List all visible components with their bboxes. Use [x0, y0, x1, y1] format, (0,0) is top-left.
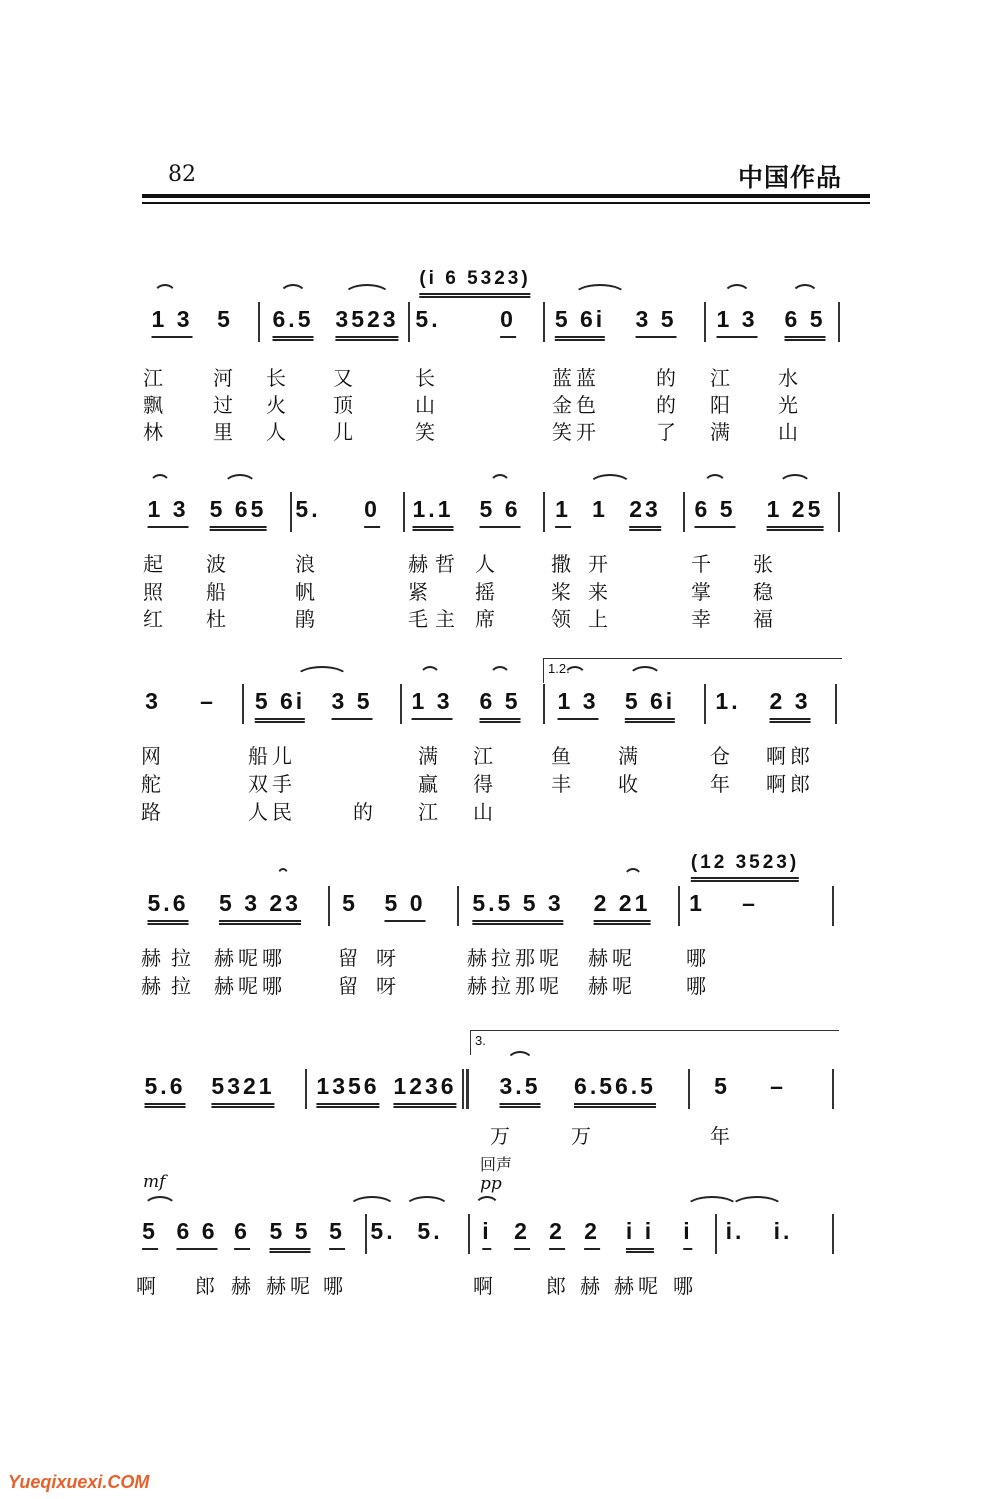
- lyric-syllable: 江: [473, 744, 497, 768]
- barline: [683, 492, 685, 532]
- note: 0: [500, 306, 516, 338]
- note: 6.5: [273, 306, 314, 341]
- lyric-syllable: 主: [435, 607, 459, 631]
- barline: [328, 886, 330, 926]
- double-barline: [466, 1069, 469, 1109]
- lyric-syllable: 哲: [435, 552, 459, 576]
- note: 5: [142, 1218, 158, 1250]
- note: 5.: [417, 1218, 443, 1244]
- note: 1 3: [558, 688, 599, 720]
- note: 1.: [715, 688, 741, 714]
- note: 1 3: [148, 496, 189, 528]
- lyric-syllable: 万: [490, 1124, 514, 1148]
- lyric-syllable: 赫呢: [266, 1274, 314, 1298]
- lyric-syllable: 飘: [143, 393, 167, 417]
- lyric-syllable: 撒: [551, 552, 575, 576]
- lyric-syllable: 万: [571, 1124, 595, 1148]
- note: 5.: [415, 306, 441, 332]
- watermark: Yueqixuexi.COM: [8, 1472, 150, 1492]
- barline: [305, 1069, 307, 1109]
- note: 3523: [335, 306, 398, 341]
- interlude-phrase: (i 6 5323): [419, 268, 530, 298]
- lyric-syllable: 赫呢: [614, 1274, 662, 1298]
- lyric-syllable: 赫: [141, 946, 165, 970]
- note: 3.5: [500, 1073, 541, 1108]
- lyric-syllable: 郎: [546, 1274, 570, 1298]
- slur: [279, 284, 307, 296]
- lyric-syllable: 满: [710, 420, 734, 444]
- slur: [404, 1196, 450, 1208]
- note: 1.1: [413, 496, 454, 531]
- lyric-syllable: 的: [656, 393, 680, 417]
- note: 6.56.5: [574, 1073, 656, 1108]
- note: i i: [626, 1218, 654, 1253]
- lyric-syllable: 山: [473, 800, 497, 824]
- note: 5.: [370, 1218, 396, 1244]
- lyric-syllable: 路: [141, 800, 165, 824]
- lyric-syllable: 赫: [141, 974, 165, 998]
- slur: [276, 868, 290, 880]
- lyric-syllable: 蓝蓝: [552, 366, 600, 390]
- lyric-syllable: 来: [588, 580, 612, 604]
- lyric-syllable: 得: [473, 772, 497, 796]
- barline: [832, 1069, 834, 1109]
- slur: [489, 474, 511, 486]
- lyric-syllable: 幸: [691, 607, 715, 631]
- note: 5 6i: [555, 306, 605, 341]
- note: 0: [364, 496, 380, 528]
- lyric-syllable: 丰: [551, 772, 575, 796]
- lyric-syllable: 双手: [248, 772, 296, 796]
- lyric-syllable: 的: [656, 366, 680, 390]
- lyric-syllable: 留: [338, 974, 362, 998]
- lyric-syllable: 舵: [141, 772, 165, 796]
- slur: [791, 284, 819, 296]
- echo-label: 回声: [480, 1157, 513, 1174]
- barline: [838, 302, 840, 342]
- slur: [588, 474, 632, 486]
- lyric-syllable: 笑: [415, 420, 439, 444]
- lyric-syllable: 长: [415, 366, 439, 390]
- dynamic-pp: pp: [480, 1174, 502, 1194]
- lyric-syllable: 收: [618, 772, 642, 796]
- lyric-syllable: 郎: [195, 1274, 219, 1298]
- lyric-syllable: 赢: [418, 772, 442, 796]
- dynamic-mf: mf: [143, 1172, 166, 1192]
- note: 2: [549, 1218, 565, 1250]
- slur: [474, 1196, 500, 1208]
- note: 5: [342, 890, 358, 916]
- lyric-syllable: 呀: [376, 974, 400, 998]
- lyric-syllable: 鱼: [551, 744, 575, 768]
- lyric-syllable: 席: [475, 607, 499, 631]
- note: 3 5: [332, 688, 373, 720]
- lyric-syllable: 了: [656, 420, 680, 444]
- note: i: [482, 1218, 491, 1250]
- lyric-syllable: 杜: [206, 607, 230, 631]
- lyric-syllable: 照: [143, 580, 167, 604]
- lyric-syllable: 稳: [753, 580, 777, 604]
- barline: [715, 1214, 717, 1254]
- lyric-syllable: 人: [475, 552, 499, 576]
- note: 23: [629, 496, 661, 531]
- lyric-syllable: 长: [266, 366, 290, 390]
- note: 5321: [211, 1073, 274, 1108]
- lyric-syllable: 江: [143, 366, 167, 390]
- barline: [468, 1214, 470, 1254]
- note: 5 65: [210, 496, 267, 531]
- barline: [832, 886, 834, 926]
- note: 3 5: [636, 306, 677, 338]
- lyric-syllable: 帆: [295, 580, 319, 604]
- lyric-syllable: 船儿: [248, 744, 296, 768]
- lyric-syllable: 紧: [408, 580, 432, 604]
- note: 2: [514, 1218, 530, 1250]
- note: 1 3: [152, 306, 193, 338]
- lyric-syllable: 千: [691, 552, 715, 576]
- note: 1 3: [412, 688, 453, 720]
- barline: [462, 1069, 464, 1109]
- barline: [400, 684, 402, 724]
- lyric-syllable: 年: [710, 1124, 734, 1148]
- lyric-syllable: 张: [753, 552, 777, 576]
- slur: [343, 284, 391, 296]
- lyric-syllable: 顶: [333, 393, 357, 417]
- lyric-syllable: 江: [418, 800, 442, 824]
- note: –: [742, 890, 758, 916]
- interlude-phrase: (12 3523): [691, 852, 799, 882]
- lyric-syllable: 上: [588, 607, 612, 631]
- lyric-syllable: 掌: [691, 580, 715, 604]
- lyric-syllable: 赫呢哪: [214, 946, 286, 970]
- lyric-syllable: 摇: [475, 580, 499, 604]
- slur: [703, 474, 727, 486]
- note: 6 6: [177, 1218, 218, 1250]
- note: 5: [329, 1218, 345, 1250]
- note: –: [200, 688, 216, 714]
- barline: [543, 492, 545, 532]
- lyric-syllable: 哪: [673, 1274, 697, 1298]
- lyric-syllable: 林: [143, 420, 167, 444]
- note: 2 3: [770, 688, 811, 723]
- barline: [365, 1214, 367, 1254]
- lyric-syllable: 留: [338, 946, 362, 970]
- slur: [295, 666, 349, 678]
- lyric-syllable: 网: [141, 744, 165, 768]
- slur: [778, 474, 812, 486]
- lyric-syllable: 山: [415, 393, 439, 417]
- barline: [688, 1069, 690, 1109]
- lyric-syllable: 呀: [376, 946, 400, 970]
- lyric-syllable: 浪: [295, 552, 319, 576]
- lyric-syllable: 毛: [408, 607, 432, 631]
- note: 6 5: [695, 496, 736, 528]
- note: 6: [234, 1218, 250, 1250]
- volta-bracket: 1.2.: [543, 658, 842, 683]
- lyric-syllable: 啊: [473, 1274, 497, 1298]
- barline: [408, 302, 410, 342]
- barline: [832, 1214, 834, 1254]
- note: i.: [773, 1218, 793, 1244]
- lyric-syllable: 满: [618, 744, 642, 768]
- barline: [543, 684, 545, 724]
- barline: [835, 684, 837, 724]
- barline: [704, 684, 706, 724]
- note: 5 0: [385, 890, 426, 922]
- slur: [348, 1196, 396, 1208]
- lyric-syllable: 赫拉那呢: [467, 974, 563, 998]
- lyric-syllable: 金色: [552, 393, 600, 417]
- slur: [623, 868, 643, 880]
- header-rule-thin: [142, 202, 870, 204]
- lyric-syllable: 赫呢哪: [214, 974, 286, 998]
- lyric-syllable: 赫拉那呢: [467, 946, 563, 970]
- note: 1 25: [767, 496, 824, 531]
- lyric-syllable: 火: [266, 393, 290, 417]
- note: 5.: [295, 496, 321, 522]
- lyric-syllable: 哪: [686, 946, 710, 970]
- barline: [838, 492, 840, 532]
- note: 5.6: [145, 1073, 186, 1108]
- barline: [290, 492, 292, 532]
- barline: [678, 886, 680, 926]
- lyric-syllable: 人民: [248, 800, 296, 824]
- slur: [573, 284, 627, 296]
- page-number: 82: [168, 162, 196, 187]
- note: 2: [584, 1218, 600, 1250]
- lyric-syllable: 笑开: [552, 420, 600, 444]
- slur: [419, 666, 441, 678]
- lyric-syllable: 河: [213, 366, 237, 390]
- lyric-syllable: 桨: [551, 580, 575, 604]
- lyric-syllable: 山: [778, 420, 802, 444]
- lyric-syllable: 开: [588, 552, 612, 576]
- lyric-syllable: 赫呢: [588, 974, 636, 998]
- slur: [223, 474, 257, 486]
- lyric-syllable: 儿: [333, 420, 357, 444]
- note: 1: [689, 890, 705, 916]
- note: 1236: [393, 1073, 456, 1108]
- lyric-syllable: 赫: [231, 1274, 255, 1298]
- lyric-syllable: 波: [206, 552, 230, 576]
- note: 1 3: [717, 306, 758, 338]
- lyric-syllable: 又: [333, 366, 357, 390]
- slur: [723, 284, 751, 296]
- note: 6 5: [480, 688, 521, 723]
- lyric-syllable: 福: [753, 607, 777, 631]
- lyric-syllable: 拉: [171, 974, 195, 998]
- lyric-syllable: 赫呢: [588, 946, 636, 970]
- volta-bracket: 3.: [470, 1030, 839, 1055]
- note: 6 5: [785, 306, 826, 341]
- lyric-syllable: 赫: [580, 1274, 604, 1298]
- note: 1: [555, 496, 571, 528]
- lyric-syllable: 江: [710, 366, 734, 390]
- lyric-syllable: 过: [213, 393, 237, 417]
- lyric-syllable: 起: [143, 552, 167, 576]
- lyric-syllable: 领: [551, 607, 575, 631]
- note: 5 6i: [255, 688, 305, 723]
- lyric-syllable: 水: [778, 366, 802, 390]
- note: –: [770, 1073, 786, 1099]
- lyric-syllable: 年: [710, 772, 734, 796]
- lyric-syllable: 赫: [408, 552, 432, 576]
- barline: [258, 302, 260, 342]
- lyric-syllable: 光: [778, 393, 802, 417]
- note: 5: [217, 306, 233, 332]
- lyric-syllable: 啊郎: [766, 744, 814, 768]
- lyric-syllable: 里: [213, 420, 237, 444]
- slur: [489, 666, 511, 678]
- note: 5 6: [480, 496, 521, 528]
- note: 3: [145, 688, 161, 714]
- barline: [543, 302, 545, 342]
- barline: [242, 684, 244, 724]
- barline: [704, 302, 706, 342]
- note: i: [683, 1218, 692, 1250]
- note: 5: [714, 1073, 730, 1099]
- lyric-syllable: 拉: [171, 946, 195, 970]
- slur: [149, 474, 171, 486]
- barline: [403, 492, 405, 532]
- slur: [730, 1196, 784, 1208]
- lyric-syllable: 满: [418, 744, 442, 768]
- lyric-syllable: 仓: [710, 744, 734, 768]
- lyric-syllable: 船: [206, 580, 230, 604]
- note: 5 6i: [625, 688, 675, 723]
- note: 5 3 23: [219, 890, 301, 925]
- lyric-syllable: 鹃: [295, 607, 319, 631]
- note: 5 5: [270, 1218, 311, 1253]
- note: 5.5 5 3: [472, 890, 563, 925]
- page-title: 中国作品: [738, 163, 843, 192]
- barline: [457, 886, 459, 926]
- note: i.: [725, 1218, 745, 1244]
- lyric-syllable: 哪: [686, 974, 710, 998]
- lyric-syllable: 哪: [323, 1274, 347, 1298]
- lyric-syllable: 的: [353, 800, 377, 824]
- lyric-syllable: 红: [143, 607, 167, 631]
- note: 5.6: [148, 890, 189, 925]
- lyric-syllable: 啊郎: [766, 772, 814, 796]
- lyric-syllable: 啊: [136, 1274, 160, 1298]
- slur: [153, 284, 177, 296]
- header-rule: [142, 194, 870, 198]
- lyric-syllable: 人: [266, 420, 290, 444]
- slur: [143, 1196, 177, 1208]
- note: 1: [592, 496, 608, 522]
- note: 2 21: [594, 890, 651, 925]
- note: 1356: [316, 1073, 379, 1108]
- lyric-syllable: 阳: [710, 393, 734, 417]
